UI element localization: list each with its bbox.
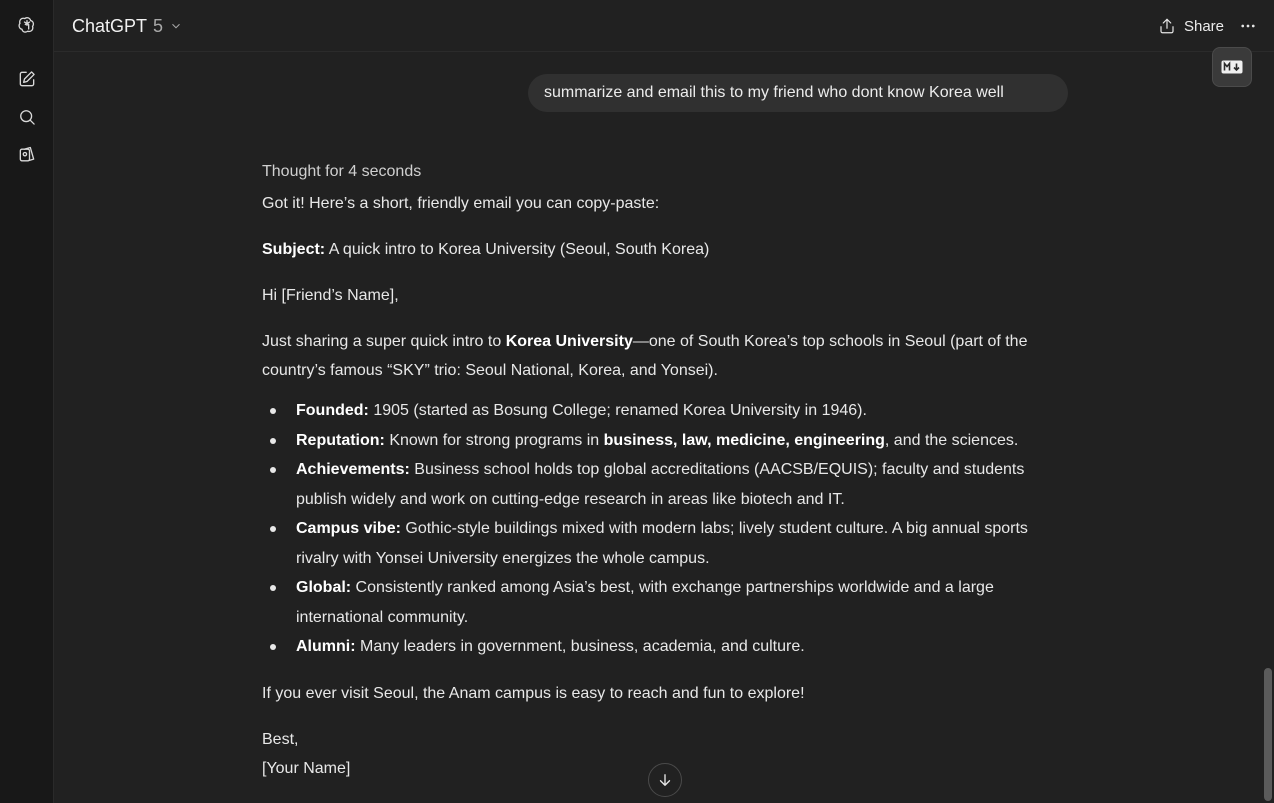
share-icon (1158, 17, 1176, 35)
para-bold: Korea University (505, 333, 633, 350)
facts-list (262, 396, 1072, 662)
list-item (262, 426, 1072, 456)
more-options-button[interactable] (1236, 14, 1260, 38)
model-name: ChatGPT (72, 15, 148, 36)
share-label: Share (1183, 17, 1224, 35)
share-button[interactable] (1158, 13, 1224, 39)
bullet-text: Consistently ranked among Asia’s best, with exchange partnerships worldwide and a large international community. (296, 579, 994, 626)
bullet-text: Business school holds top global accreditations (AACSB/EQUIS); faculty and students publish widely and work on cutting-edge research in areas like biotech and IT. (296, 461, 1025, 508)
library-icon (17, 145, 37, 165)
email-greeting: Hi [Friend’s Name], (262, 287, 399, 304)
bullet-text: , and the sciences. (884, 431, 1019, 449)
bullet-label: Alumni: (296, 638, 356, 655)
search-chats-button[interactable] (13, 103, 41, 131)
email-intro-paragraph (262, 327, 1072, 385)
bullet-label: Reputation: (296, 431, 385, 449)
thought-indicator[interactable]: Thought for 4 seconds (262, 163, 422, 180)
ellipsis-icon (1239, 17, 1257, 35)
markdown-icon (1221, 60, 1243, 74)
scrollbar-thumb[interactable] (1264, 668, 1272, 801)
model-selector[interactable] (72, 13, 183, 39)
list-item (262, 573, 1072, 632)
user-message-bubble: summarize and email this to my friend who dont know Korea well (528, 74, 1068, 112)
assistant-message (262, 160, 1072, 783)
list-item (262, 396, 1072, 426)
bullet-label: Campus vibe: (296, 520, 401, 537)
bullet-label: Achievements: (296, 461, 410, 478)
para-text: Just sharing a super quick intro to (262, 333, 506, 350)
library-button[interactable] (13, 141, 41, 169)
bullet-bold: business, law, medicine, engineering (603, 431, 885, 449)
scroll-to-bottom-button[interactable] (648, 763, 682, 797)
left-rail (0, 0, 54, 803)
top-bar (54, 0, 1274, 52)
list-item (262, 514, 1072, 573)
new-chat-icon (17, 69, 37, 89)
signoff: Best, (262, 730, 299, 748)
new-chat-button[interactable] (13, 65, 41, 93)
chevron-down-icon (169, 19, 183, 33)
bullet-text: Known for strong programs in (384, 431, 604, 449)
model-version: 5 (153, 15, 164, 36)
para-text: —one of South Korea’s top schools in Seoul (part of the country’s famous “SKY” trio: Seoul National, Korea, and Yonsei). (262, 333, 1028, 379)
bullet-label: Founded: (296, 402, 369, 419)
search-icon (17, 107, 37, 127)
arrow-down-icon (656, 771, 674, 789)
intro-text: Got it! Here’s a short, friendly email you can copy-paste: (262, 195, 660, 212)
bullet-label: Global: (296, 579, 352, 596)
email-subject (262, 235, 1072, 264)
chatgpt-logo-button[interactable] (13, 11, 41, 39)
list-item (262, 632, 1072, 662)
bullet-text: Many leaders in government, business, academia, and culture. (355, 638, 805, 655)
subject-label: Subject: (262, 241, 326, 258)
bullet-text: Gothic-style buildings mixed with modern labs; lively student culture. A big annual sports rivalry with Yonsei University energizes the whole campus. (296, 520, 1028, 567)
closing-line: If you ever visit Seoul, the Anam campus is easy to reach and fun to explore! (262, 684, 805, 702)
signature: [Your Name] (262, 759, 351, 777)
subject-text: A quick intro to Korea University (Seoul, South Korea) (325, 241, 710, 258)
list-item (262, 455, 1072, 514)
bullet-text: 1905 (started as Bosung College; renamed Korea University in 1946). (368, 402, 867, 419)
markdown-button[interactable] (1212, 47, 1252, 87)
chatgpt-logo-icon (17, 15, 37, 35)
